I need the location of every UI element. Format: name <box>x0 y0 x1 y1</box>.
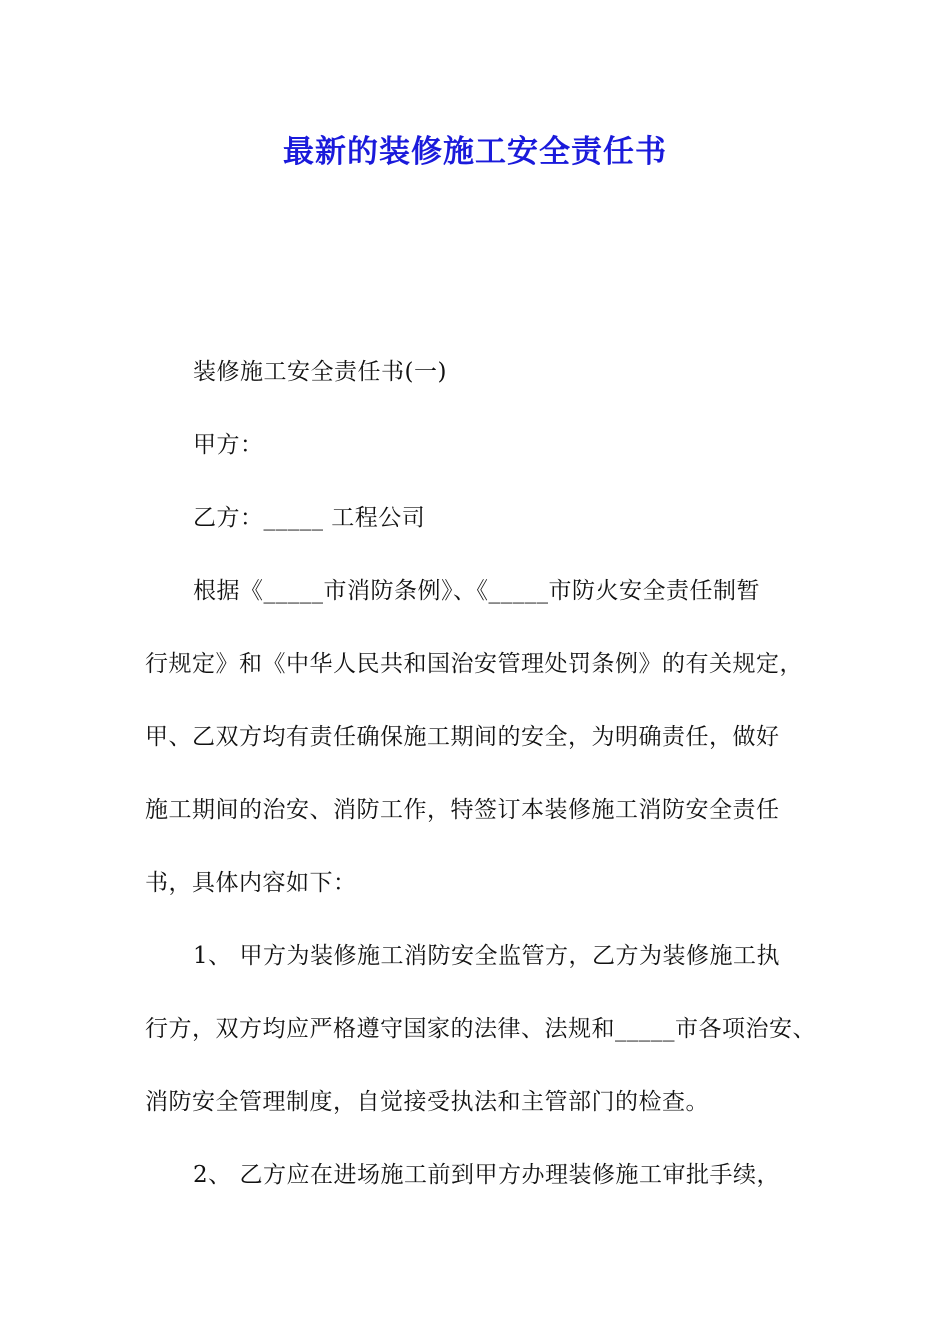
document-title: 最新的装修施工安全责任书 <box>283 134 667 170</box>
section-heading: 装修施工安全责任书(一) <box>193 359 447 385</box>
paragraph-line: 书，具体内容如下： <box>145 870 357 896</box>
party-b-line: 乙方：_____ 工程公司 <box>193 505 426 531</box>
clause-line: 2、 乙方应在进场施工前到甲方办理装修施工审批手续， <box>193 1162 780 1188</box>
paragraph-line: 施工期间的治安、消防工作，特签订本装修施工消防安全责任 <box>145 797 780 823</box>
clause-line: 行方，双方均应严格遵守国家的法律、法规和_____市各项治安、 <box>145 1016 816 1042</box>
paragraph-line: 甲、乙双方均有责任确保施工期间的安全，为明确责任，做好 <box>145 724 780 750</box>
clause-line: 1、 甲方为装修施工消防安全监管方，乙方为装修施工执 <box>193 943 780 969</box>
clause-line: 消防安全管理制度，自觉接受执法和主管部门的检查。 <box>145 1089 709 1115</box>
party-a-line: 甲方： <box>193 432 264 458</box>
paragraph-line: 根据《_____市消防条例》、《_____市防火安全责任制暂 <box>193 578 760 604</box>
paragraph-line: 行规定》和《中华人民共和国治安管理处罚条例》的有关规定， <box>145 651 803 677</box>
document-body <box>145 336 835 1212</box>
